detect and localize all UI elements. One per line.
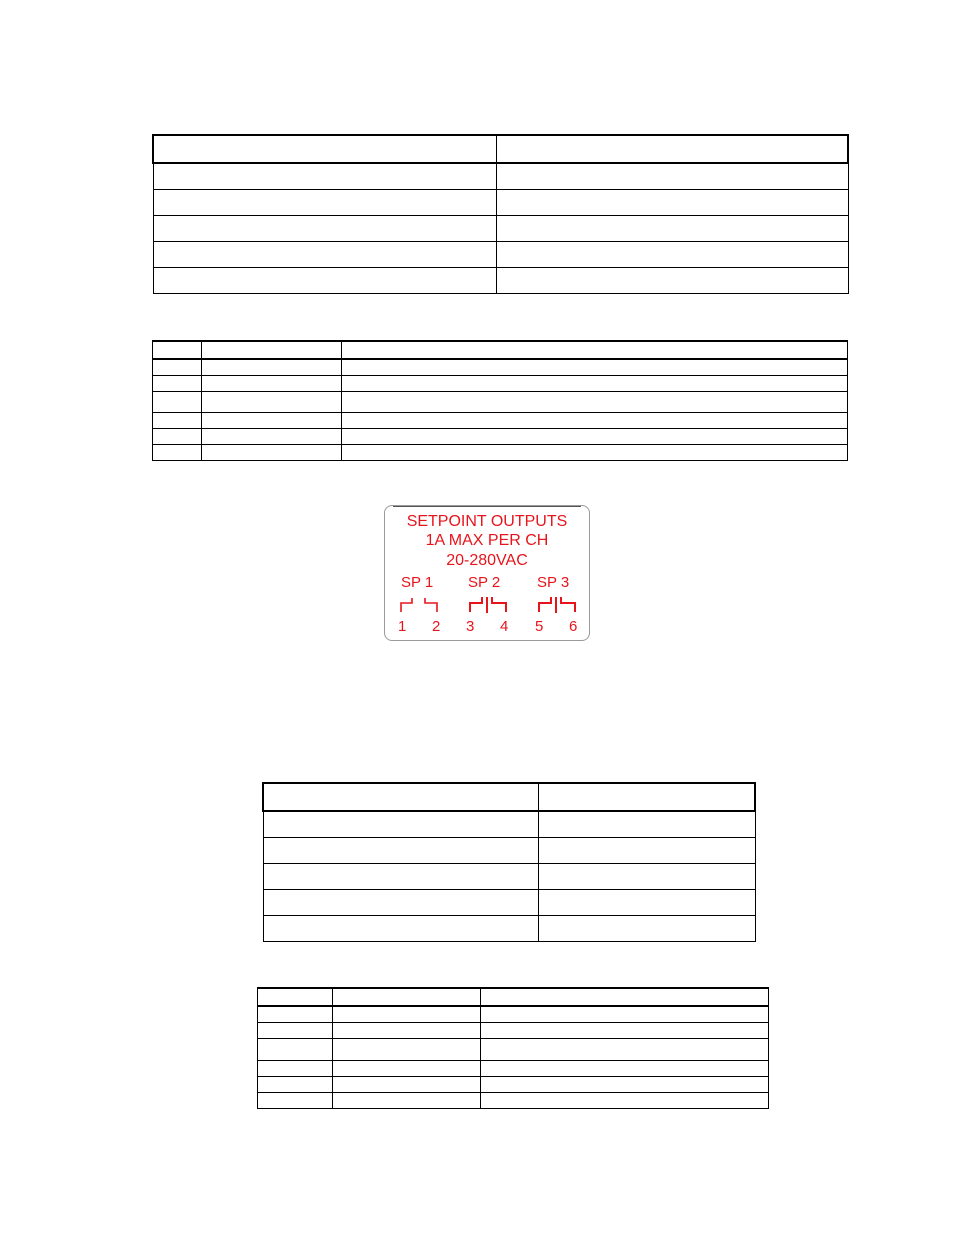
table-cell [202,376,342,392]
table-row [153,242,848,268]
spec-table-2 [262,782,756,942]
table-cell [202,429,342,445]
table-cell [342,376,848,392]
table-cell [342,359,848,376]
table-cell [258,1006,333,1023]
table-cell [538,811,755,838]
contact-sp1-icon [399,596,441,614]
table-cell [153,190,496,216]
table-cell [333,1039,481,1061]
table-cell [258,1093,333,1109]
table-header-row [258,988,769,1006]
table-cell [481,1006,769,1023]
terminal-number-3: 3 [466,618,475,635]
table-cell [342,445,848,461]
table-cell [153,429,202,445]
table-row [153,445,848,461]
table-row [153,190,848,216]
table-cell [481,1039,769,1061]
table-cell [333,1093,481,1109]
table-cell [496,242,848,268]
table-cell [496,216,848,242]
table-cell [342,341,848,359]
table-cell [481,1093,769,1109]
terminal-number-6: 6 [569,618,578,635]
table-header-row [153,341,848,359]
table-cell [481,1023,769,1039]
table-cell [202,445,342,461]
table-cell [496,268,848,294]
table-cell [342,413,848,429]
table-row [258,1093,769,1109]
table-cell [333,1006,481,1023]
table-cell [202,392,342,413]
table-cell [153,163,496,190]
table-cell [333,1077,481,1093]
table-cell [258,1061,333,1077]
table-cell [496,190,848,216]
contact-sp2-icon [468,596,510,614]
table-cell [496,163,848,190]
contact-sp3-icon [537,596,579,614]
table-row [153,359,848,376]
terminal-table-1 [152,340,848,461]
table-cell [202,413,342,429]
table-cell [481,1061,769,1077]
terminal-number-1: 1 [398,618,407,635]
table-cell [153,376,202,392]
table-row [263,811,755,838]
table-cell [153,413,202,429]
table-cell [263,838,538,864]
table-row [153,216,848,242]
label-rating: 1A MAX PER CH [425,532,549,549]
spec-table-1 [152,134,849,294]
channel-label-sp2: SP 2 [468,574,501,591]
table-cell [333,988,481,1006]
table-cell [496,135,848,163]
table-cell [333,1023,481,1039]
table-cell [153,135,496,163]
label-voltage: 20-280VAC [446,552,528,569]
table-cell [153,392,202,413]
table-row [153,268,848,294]
table-cell [153,359,202,376]
table-row [258,1077,769,1093]
table-cell [481,988,769,1006]
table-cell [258,1039,333,1061]
label-divider [393,506,581,507]
table-cell [263,890,538,916]
table-row [258,1039,769,1061]
table-cell [333,1061,481,1077]
table-cell [202,341,342,359]
table-row [263,864,755,890]
table-row [153,413,848,429]
table-cell [538,916,755,942]
table-cell [263,811,538,838]
table-cell [258,1023,333,1039]
table-cell [538,783,755,811]
table-row [263,838,755,864]
table-row [258,1023,769,1039]
table-cell [538,890,755,916]
channel-label-sp3: SP 3 [537,574,570,591]
table-row [258,1006,769,1023]
table-cell [258,988,333,1006]
table-cell [342,429,848,445]
table-cell [342,392,848,413]
table-header-row [263,783,755,811]
terminal-number-5: 5 [535,618,544,635]
terminal-number-4: 4 [500,618,509,635]
table-cell [153,216,496,242]
table-row [263,916,755,942]
terminal-number-2: 2 [432,618,441,635]
table-row [153,376,848,392]
table-cell [258,1077,333,1093]
table-row [153,392,848,413]
setpoint-outputs-label [384,505,590,641]
table-row [153,163,848,190]
table-cell [153,268,496,294]
table-cell [153,445,202,461]
label-title: SETPOINT OUTPUTS [406,513,568,530]
table-cell [538,864,755,890]
table-cell [263,916,538,942]
channel-label-sp1: SP 1 [401,574,434,591]
table-cell [202,359,342,376]
table-row [153,429,848,445]
table-cell [481,1077,769,1093]
table-row [258,1061,769,1077]
table-header-row [153,135,848,163]
table-cell [263,783,538,811]
table-cell [153,341,202,359]
table-row [263,890,755,916]
table-cell [538,838,755,864]
table-cell [263,864,538,890]
terminal-table-2 [257,987,769,1109]
table-cell [153,242,496,268]
